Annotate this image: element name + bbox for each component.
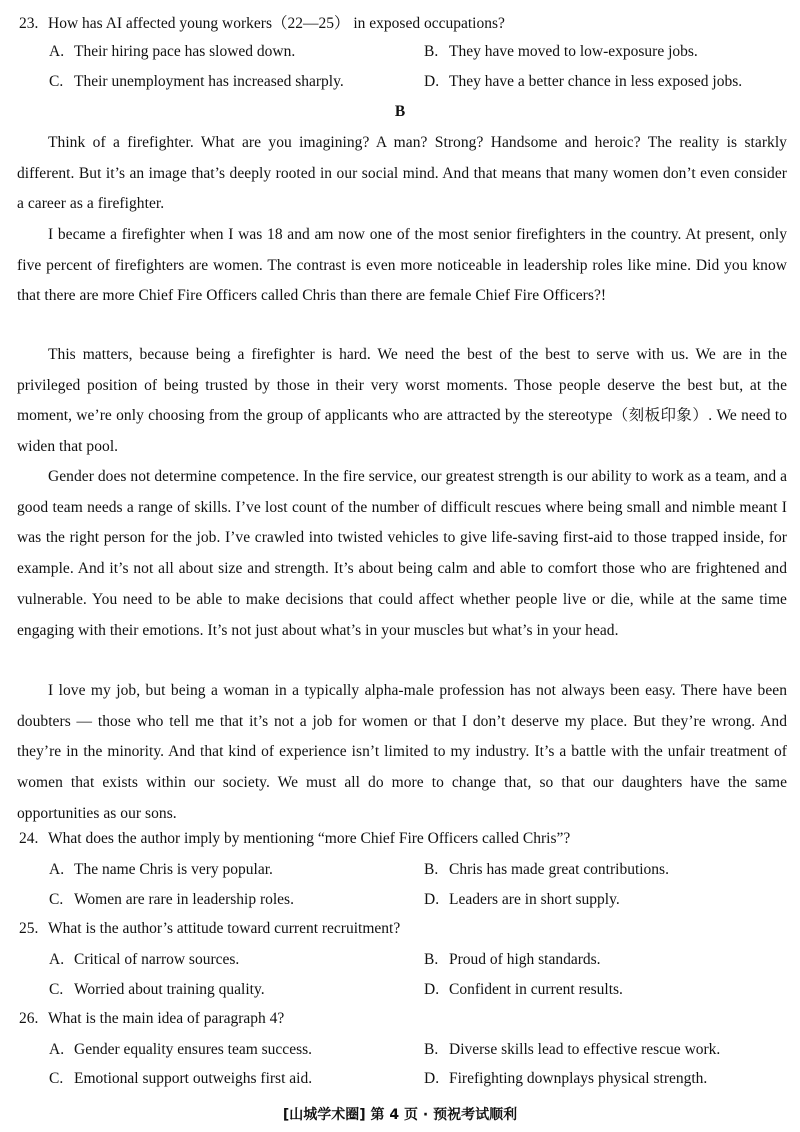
passage-paragraph-4: Gender does not determine competence. In the fire service, our greatest strength is our ability to work as a team, and a good team needs a range of skills. I’ve lost count of the number of difficult rescues where being small and nimble meant I was the right person for the job. I’ve crawled into twisted vehicles to give life-saving first-aid to those trapped inside, for example. And it’s not all about size and strength. It’s about being calm and able to comfort those who are frightened and vulnerable. You need to be able to make decisions that could affect whether people live or die, while at the same time engaging with their emotions. It’s not just about what’s in your muscles but what’s in your head. bbox=[17, 468, 787, 639]
q26-option-b[interactable]: B. Diverse skills lead to effective rescue work. bbox=[424, 1041, 721, 1058]
q26-option-a[interactable]: A. Gender equality ensures team success. bbox=[49, 1041, 313, 1058]
question-23 bbox=[19, 11, 505, 33]
q23-option-b[interactable]: B. They have moved to low-exposure jobs. bbox=[424, 43, 698, 60]
q23-option-c[interactable]: C. Their unemployment has increased sharply. bbox=[49, 73, 344, 90]
page-footer: [山城学术圈] 第 4 页 · 预祝考试顺利 bbox=[282, 1107, 518, 1123]
q25-option-a[interactable]: A. Critical of narrow sources. bbox=[49, 951, 240, 968]
passage-paragraph-3: This matters, because being a firefighter is hard. We need the best of the best to serve with us. We are in the privileged position of being trusted by those in their very worst moments. Those people deserve the best but, at the moment, we’re only choosing from the group of applicants who are attracted by the stereotype（刻板印象）. We need to widen that pool. bbox=[17, 346, 787, 456]
q25-option-d[interactable]: D. Confident in current results. bbox=[424, 981, 623, 998]
q26-option-d[interactable]: D. Firefighting downplays physical strength. bbox=[424, 1070, 708, 1087]
question-text: What is the main idea of paragraph 4? bbox=[48, 1010, 285, 1027]
q25-option-b[interactable]: B. Proud of high standards. bbox=[424, 951, 601, 968]
q24-option-b[interactable]: B. Chris has made great contributions. bbox=[424, 861, 669, 878]
q24-option-d[interactable]: D. Leaders are in short supply. bbox=[424, 891, 620, 908]
question-text: What does the author imply by mentioning “more Chief Fire Officers called Chris”? bbox=[48, 830, 571, 847]
question-24 bbox=[19, 830, 570, 848]
section-heading: B bbox=[394, 103, 406, 120]
question-number: 23. bbox=[19, 15, 39, 32]
q24-option-a[interactable]: A. The name Chris is very popular. bbox=[49, 861, 273, 878]
passage-paragraph-5: I love my job, but being a woman in a typically alpha-male profession has not always been easy. There have been doubters — those who tell me that it’s not a job for women or that I don’t deserve my place. But they’re wrong. And they’re in the minority. And that kind of experience isn’t limited to my industry. It’s a battle with the unfair treatment of women that exists within our society. We must all do more to change that, so that our daughters have the same opportunities as our sons. bbox=[17, 682, 787, 822]
passage-paragraph-2: I became a firefighter when I was 18 and am now one of the most senior firefighters in the country. At present, only five percent of firefighters are women. The contrast is even more noticeable in leadership roles like mine. Did you know that there are more Chief Fire Officers called Chris than there are female Chief Fire Officers?! bbox=[17, 226, 787, 305]
question-text: What is the author’s attitude toward current recruitment? bbox=[48, 920, 401, 937]
q24-option-c[interactable]: C. Women are rare in leadership roles. bbox=[49, 891, 294, 908]
question-number: 24. bbox=[19, 830, 39, 847]
question-text: How has AI affected young workers（22—25） in exposed occupations? bbox=[48, 15, 505, 32]
q23-option-d[interactable]: D. They have a better chance in less exposed jobs. bbox=[424, 73, 743, 90]
q26-option-c[interactable]: C. Emotional support outweighs first aid. bbox=[49, 1070, 313, 1087]
question-number: 26. bbox=[19, 1010, 39, 1027]
question-25 bbox=[19, 920, 400, 938]
question-26 bbox=[19, 1010, 284, 1028]
q25-option-c[interactable]: C. Worried about training quality. bbox=[49, 981, 265, 998]
question-number: 25. bbox=[19, 920, 39, 937]
passage-paragraph-1: Think of a firefighter. What are you imagining? A man? Strong? Handsome and heroic? The reality is starkly different. But it’s an image that’s deeply rooted in our social mind. And that means that many women don’t even consider a career as a firefighter. bbox=[17, 134, 787, 213]
q23-option-a[interactable]: A. Their hiring pace has slowed down. bbox=[49, 43, 296, 60]
